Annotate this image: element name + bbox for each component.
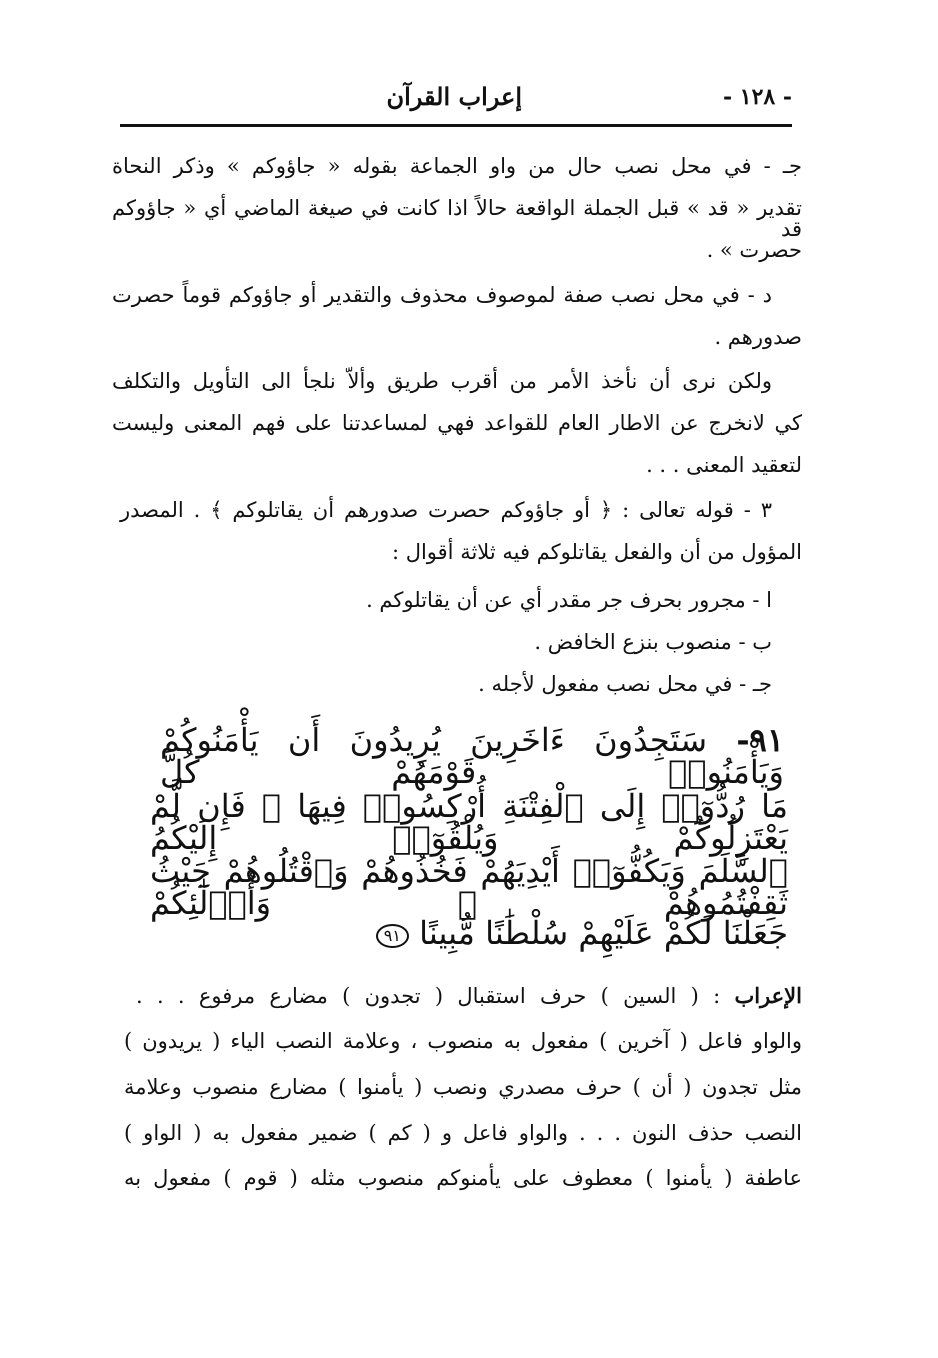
- text-line: حصرت » .: [706, 238, 802, 262]
- quran-verse-line: [160, 721, 785, 791]
- text-line: المؤول من أن والفعل يقاتلوكم فيه ثلاثة أقوال :: [391, 540, 802, 564]
- text-line: د - في محل نصب صفة لموصوف محذوف والتقدير أو جاؤوكم قوماً حصرت: [112, 283, 772, 307]
- page-number: - ١٢٨ -: [722, 84, 792, 110]
- irab-line: النصب حذف النون . . . والواو فاعل و ( كم ) ضمير مفعول به ( الواو ): [124, 1121, 802, 1145]
- text-line: جـ - في محل نصب حال من واو الجماعة بقوله « جاؤوكم » وذكر النحاة: [112, 154, 802, 178]
- book-title: إعراب القرآن: [386, 82, 522, 111]
- text-line: ب - منصوب بنزع الخافض .: [534, 630, 772, 654]
- text-line: لتعقيد المعنى . . .: [646, 453, 802, 477]
- header-rule: [120, 124, 792, 127]
- quran-verse-line: ٱلسَّلَمَ وَيَكُفُّوٓا۟ أَيْدِيَهُمْ فَخُذُوهُمْ وَٱقْتُلُوهُمْ حَيْثُ ثَقِفْتُمُوهُمْ ۚ وَأُو۟لَٰٓئِكُمْ: [150, 852, 788, 922]
- text-line: جـ - في محل نصب مفعول لأجله .: [478, 672, 772, 696]
- ayah-number: ٩١-: [736, 721, 785, 759]
- irab-line: مثل تجدون ( أن ) حرف مصدري ونصب ( يأمنوا ) مضارع منصوب وعلامة: [124, 1075, 802, 1099]
- text-line: ولكن نرى أن نأخذ الأمر من أقرب طريق وألاّ نلجأ الى التأويل والتكلف: [112, 369, 772, 393]
- ayah-end-mark: ٩١: [376, 924, 409, 948]
- irab-line: والواو فاعل ( آخرين ) مفعول به منصوب ، وعلامة النصب الياء ( يريدون ): [124, 1029, 802, 1053]
- text-line: صدورهم .: [714, 325, 802, 349]
- quran-text: جَعَلْنَا لَكُمْ عَلَيْهِمْ سُلْطَٰنًا مُّبِينًا: [419, 914, 788, 952]
- quran-verse-line: مَا رُدُّوٓا۟ إِلَى ٱلْفِتْنَةِ أُرْكِسُوا۟ فِيهَا ۚ فَإِن لَّمْ يَعْتَزِلُوكُمْ وَيُلْقُوٓا۟ إِلَيْكُمُ: [150, 787, 788, 857]
- irab-text: : ( السين ) حرف استقبال ( تجدون ) مضارع مرفوع . . .: [136, 984, 721, 1008]
- quran-text: سَتَجِدُونَ ءَاخَرِينَ يُرِيدُونَ أَن يَأْمَنُوكُمْ وَيَأْمَنُوا۟ قَوْمَهُمْ كُلَّ: [160, 721, 784, 791]
- text-line: تقدير « قد » قبل الجملة الواقعة حالاً اذا كانت في صيغة الماضي أي « جاؤوكم قد: [112, 196, 802, 241]
- irab-line: [136, 985, 802, 1007]
- text-line: ا - مجرور بحرف جر مقدر أي عن أن يقاتلوكم .: [366, 588, 772, 612]
- text-line: ٣ - قوله تعالى : ﴿ أو جاؤوكم حصرت صدورهم أن يقاتلوكم ﴾ . المصدر: [120, 498, 772, 522]
- irab-label: الإعراب: [734, 983, 802, 1008]
- quran-verse-line: [372, 914, 788, 952]
- running-header: [120, 82, 792, 122]
- irab-line: عاطفة ( يأمنوا ) معطوف على يأمنوكم منصوب مثله ( قوم ) مفعول به: [124, 1166, 802, 1190]
- text-line: كي لانخرج عن الاطار العام للقواعد فهي لمساعدتنا على فهم المعنى وليست: [112, 411, 802, 435]
